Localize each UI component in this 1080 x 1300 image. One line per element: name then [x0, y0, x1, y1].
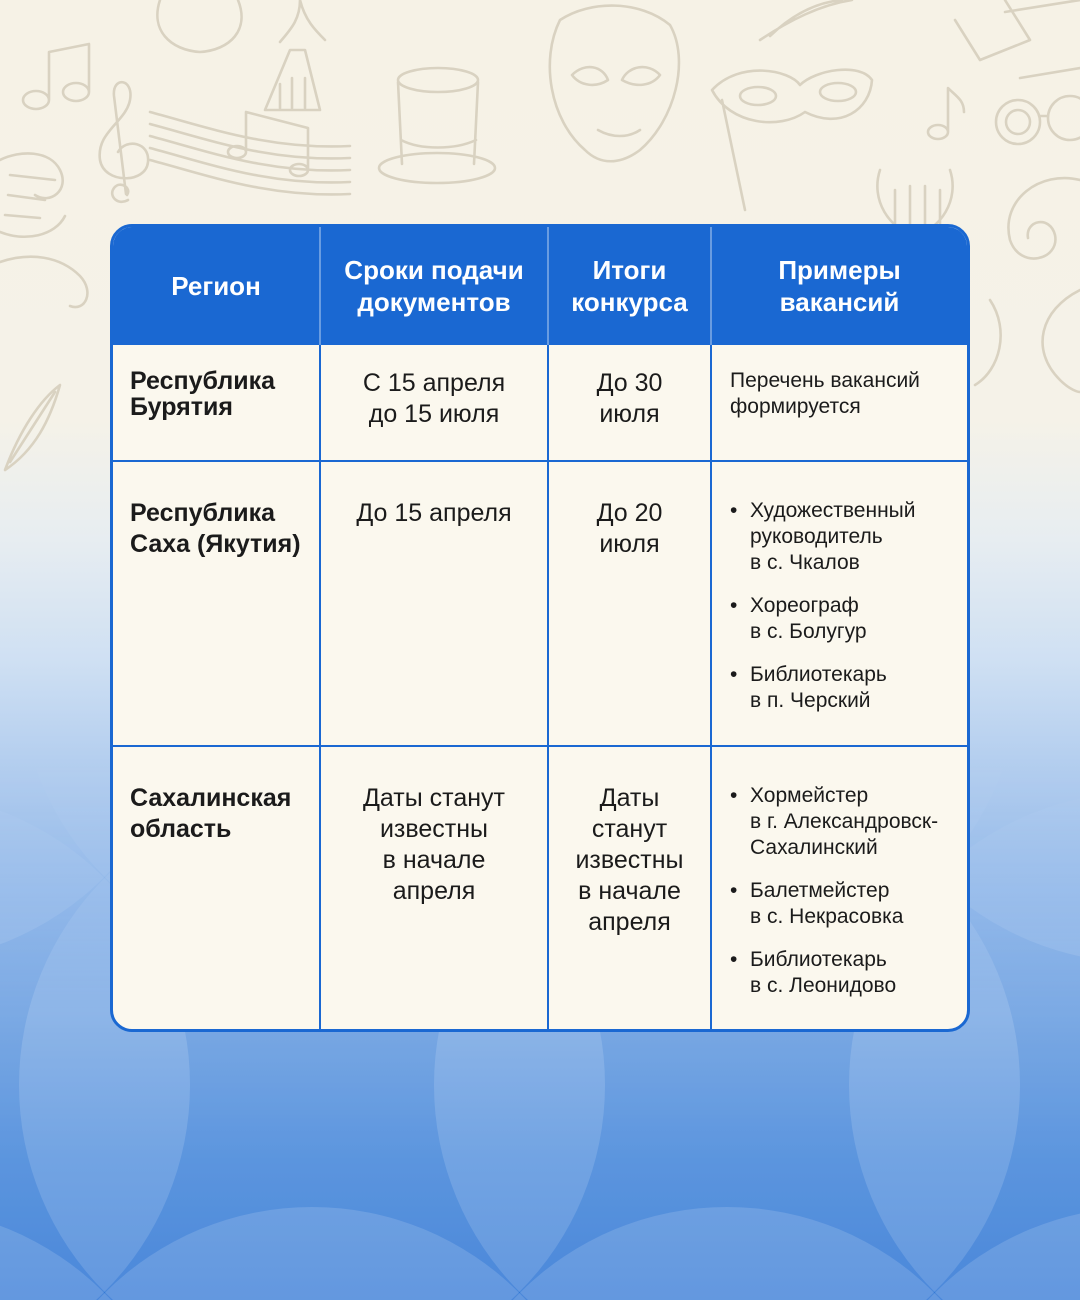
- staff-lines-icon: [150, 112, 350, 194]
- region-name: Республика Бурятия: [130, 367, 276, 421]
- tassel-icon: [265, 0, 325, 110]
- region-cell: [113, 345, 321, 460]
- eye-mask-icon: [712, 70, 872, 210]
- region-cell: [113, 462, 321, 745]
- vacancies-table: [110, 224, 970, 1032]
- results-text: До 30 июля: [596, 369, 663, 428]
- deadline-text: С 15 апреля до 15 июля: [362, 369, 506, 428]
- deadline-cell: [321, 462, 549, 745]
- table-row: [113, 345, 967, 462]
- results-text: До 20 июля: [596, 499, 663, 558]
- results-cell: [549, 345, 712, 460]
- theater-mask-icon: [550, 6, 679, 162]
- region-name: Сахалинская область: [130, 784, 292, 843]
- vacancy-item: • Художественный руководитель в с. Чкалов: [730, 498, 967, 576]
- deadline-cell: [321, 747, 549, 1029]
- feather-icon: [5, 385, 60, 470]
- music-notes-icon: [23, 44, 89, 109]
- book-icon: [955, 0, 1080, 78]
- region-name: Республика Саха (Якутия): [130, 499, 301, 558]
- music-note-icon: [928, 88, 964, 139]
- header-deadline-label: Сроки подачи документов: [344, 255, 524, 317]
- vacancies-cell: [712, 345, 967, 460]
- results-cell: [549, 462, 712, 745]
- swirl-icon: [0, 257, 87, 307]
- vacancies-list: [730, 783, 967, 999]
- vacancy-item: • Хореограф в с. Болугур: [730, 593, 967, 645]
- table-row: [113, 462, 967, 747]
- deadline-text: Даты станут известны в начале апреля: [363, 784, 505, 905]
- header-cell-region: [113, 227, 321, 345]
- header-region-label: Регион: [171, 271, 261, 301]
- vacancy-item: • Хормейстер в г. Александровск- Сахалинский: [730, 783, 967, 861]
- table-header-row: [113, 227, 967, 345]
- region-cell: [113, 747, 321, 1029]
- top-hat-icon: [379, 68, 495, 183]
- results-cell: [549, 747, 712, 1029]
- deadline-cell: [321, 345, 549, 460]
- vacancy-item: • Библиотекарь в с. Леонидово: [730, 947, 967, 999]
- header-cell-results: [549, 227, 712, 345]
- binoculars-icon: [996, 96, 1080, 144]
- header-results-label: Итоги конкурса: [571, 255, 688, 317]
- vacancies-note: Перечень вакансий формируется: [730, 369, 920, 418]
- vacancies-cell: [712, 747, 967, 1029]
- vase-icon: [157, 0, 241, 52]
- vacancy-item: • Балетмейстер в с. Некрасовка: [730, 878, 967, 930]
- ornament-icon: [975, 178, 1080, 392]
- results-text: Даты станут известны в начале апреля: [575, 784, 684, 936]
- header-cell-deadline: [321, 227, 549, 345]
- table-row: [113, 747, 967, 1029]
- vacancy-item: • Библиотекарь в п. Черский: [730, 662, 967, 714]
- vacancies-cell: [712, 462, 967, 745]
- scroll-icon: [0, 153, 65, 236]
- deadline-text: До 15 апреля: [356, 499, 512, 527]
- vacancies-list: [730, 498, 967, 714]
- quill-icon: [760, 0, 852, 40]
- header-vacancies-label: Примеры вакансий: [778, 255, 901, 317]
- header-cell-vacancies: [712, 227, 967, 345]
- treble-clef-icon: [100, 82, 148, 202]
